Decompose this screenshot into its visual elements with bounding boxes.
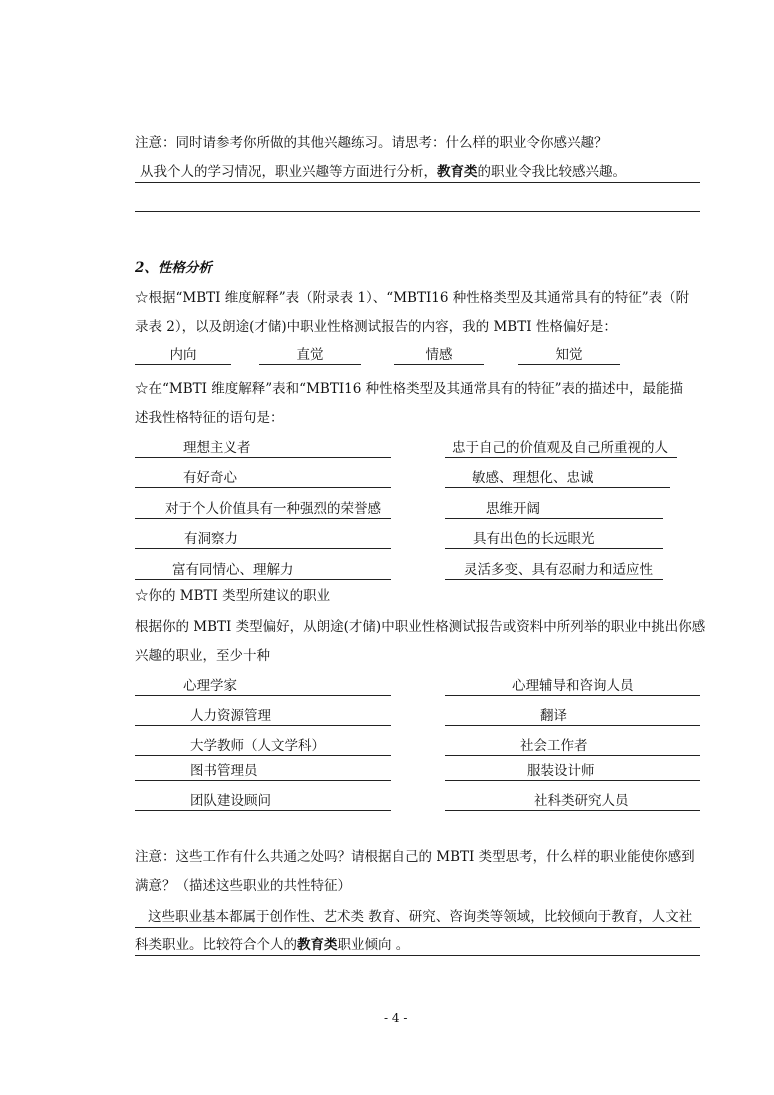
trait-underline xyxy=(445,518,663,519)
career-right-4: 服装设计师 xyxy=(527,763,595,779)
preference-1: 内向 xyxy=(169,347,197,363)
career-left-1: 心理学家 xyxy=(183,678,237,694)
interest-answer-suffix: 的职业令我比较感兴趣。 xyxy=(477,164,626,180)
common-answer-line1: 这些职业基本都属于创作性、艺术类 教育、研究、咨询类等领域，比较倾向于教育，人文社 xyxy=(148,909,693,925)
mbti-prompt-line2: 录表 2），以及朗途(才储)中职业性格测试报告的内容，我的 MBTI 性格偏好是： xyxy=(135,319,617,335)
trait-underline xyxy=(135,518,391,519)
trait-right-4: 具有出色的长远眼光 xyxy=(473,531,595,547)
preference-underline-2 xyxy=(259,364,361,365)
trait-underline xyxy=(135,548,391,549)
interest-answer-bold: 教育类 xyxy=(437,164,478,180)
career-right-2: 翻译 xyxy=(540,708,567,724)
trait-right-5: 灵活多变、具有忍耐力和适应性 xyxy=(464,562,653,578)
career-right-1: 心理辅导和咨询人员 xyxy=(512,678,634,694)
career-left-2: 人力资源管理 xyxy=(190,708,271,724)
mbti-prompt-line1: ☆根据“MBTI 维度解释”表（附录表 1）、“MBTI16 种性格类型及其通常具有的特征”表（附 xyxy=(135,290,690,306)
common-answer-line2 xyxy=(135,939,409,953)
common-answer-line2-suffix: 职业倾向 。 xyxy=(337,937,410,953)
career-underline xyxy=(445,725,700,726)
career-underline xyxy=(445,755,700,756)
trait-right-2: 敏感、理想化、忠诚 xyxy=(472,470,594,486)
career-underline xyxy=(135,725,391,726)
common-note-line2: 满意？（描述这些职业的共性特征） xyxy=(135,878,351,894)
trait-underline xyxy=(445,548,663,549)
career-underline xyxy=(135,695,391,696)
trait-underline xyxy=(445,579,663,580)
trait-underline xyxy=(445,457,677,458)
career-left-3: 大学教师（人文学科） xyxy=(190,738,325,754)
preference-underline-4 xyxy=(518,364,620,365)
career-underline xyxy=(445,810,700,811)
section-title: 2、性格分析 xyxy=(135,260,212,276)
preference-2: 直觉 xyxy=(296,347,324,363)
trait-underline xyxy=(135,457,391,458)
trait-underline xyxy=(135,579,391,580)
career-underline xyxy=(135,755,391,756)
trait-underline xyxy=(445,487,670,488)
common-note-line1: 注意：这些工作有什么共通之处吗？请根据自己的 MBTI 类型思考，什么样的职业能使你感到 xyxy=(135,849,695,865)
interest-answer xyxy=(140,166,626,180)
trait-prompt-line2: 述我性格特征的语句是： xyxy=(135,410,284,426)
career-left-5: 团队建设顾问 xyxy=(190,793,271,809)
common-answer-underline-2 xyxy=(135,955,700,956)
common-answer-line2-bold: 教育类 xyxy=(297,937,338,953)
answer-underline-1 xyxy=(135,182,700,183)
preference-4: 知觉 xyxy=(555,347,583,363)
common-answer-line2-prefix: 科类职业。比较符合个人的 xyxy=(135,937,297,953)
trait-left-3: 对于个人价值具有一种强烈的荣誉感 xyxy=(165,501,381,517)
preference-underline-1 xyxy=(135,364,231,365)
career-right-5: 社科类研究人员 xyxy=(534,793,629,809)
trait-right-1: 忠于自己的价值观及自己所重视的人 xyxy=(452,440,668,456)
answer-underline-2 xyxy=(135,211,700,212)
career-left-4: 图书管理员 xyxy=(190,763,258,779)
preference-3: 情感 xyxy=(425,347,453,363)
preference-underline-3 xyxy=(394,364,484,365)
page-number: - 4 - xyxy=(384,1011,408,1025)
trait-right-3: 思维开阔 xyxy=(486,501,540,517)
interest-answer-prefix: 从我个人的学习情况，职业兴趣等方面进行分析， xyxy=(140,164,437,180)
trait-left-2: 有好奇心 xyxy=(183,470,237,486)
trait-left-1: 理想主义者 xyxy=(183,440,251,456)
career-underline xyxy=(445,780,700,781)
trait-left-4: 有洞察力 xyxy=(184,531,238,547)
trait-left-5: 富有同情心、理解力 xyxy=(172,562,294,578)
career-heading: ☆你的 MBTI 类型所建议的职业 xyxy=(135,588,331,604)
trait-underline xyxy=(135,487,391,488)
career-right-3: 社会工作者 xyxy=(520,738,588,754)
career-underline xyxy=(135,780,391,781)
interest-note: 注意：同时请参考你所做的其他兴趣练习。请思考：什么样的职业令你感兴趣？ xyxy=(135,135,608,151)
career-prompt-line1: 根据你的 MBTI 类型偏好，从朗途(才储)中职业性格测试报告或资料中所列举的职业中挑出你感 xyxy=(135,619,706,635)
trait-prompt-line1: ☆在“MBTI 维度解释”表和“MBTI16 种性格类型及其通常具有的特征”表的描述中，最能描 xyxy=(135,381,684,397)
career-prompt-line2: 兴趣的职业，至少十种 xyxy=(135,648,270,664)
career-underline xyxy=(135,810,391,811)
common-answer-underline-1 xyxy=(135,927,700,928)
career-underline xyxy=(445,695,700,696)
